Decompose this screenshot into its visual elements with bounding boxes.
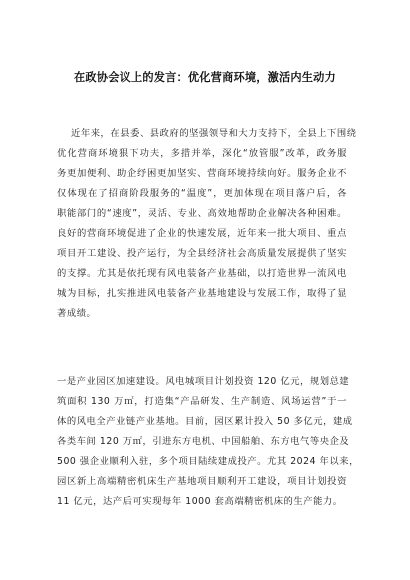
paragraph-line: 务更加便利、助企纾困更加坚实、营商环境持续向好。服务企业不 <box>57 168 347 179</box>
paragraph-line: 一是产业园区加速建设。风电城项目计划投资 120 亿元，规划总建 <box>57 376 350 387</box>
paragraph-line: 11 亿元，达产后可实现每年 1000 套高端精密机床的生产能力。 <box>57 496 343 507</box>
paragraph-line: 仅体现在了招商阶段服务的“温度”，更加体现在项目落户后，各 <box>57 188 347 199</box>
paragraph-industrial-park <box>57 372 359 512</box>
paragraph-line: 近年来，在县委、县政府的坚强领导和大力支持下，全县上下围绕 <box>57 128 357 139</box>
paragraph-line: 的支撑。尤其是依托现有风电装备产业基础，以打造世界一流风电 <box>57 268 347 279</box>
paragraph-line: 园区新上高端精密机床生产基地项目顺利开工建设，项目计划投资 <box>57 476 347 487</box>
paragraph-line: 筑面积 130 万㎡，打造集“产品研发、生产制造、风场运营”于一 <box>57 396 347 407</box>
paragraph-line: 项目开工建设、投产运行，为全县经济社会高质量发展提供了坚实 <box>57 248 347 259</box>
document-title: 在政协会议上的发言：优化营商环境，激活内生动力 <box>74 71 336 84</box>
paragraph-line: 优化营商环境狠下功夫，多措并举，深化“放管服”改革，政务服 <box>57 148 347 159</box>
paragraph-line: 职能部门的“速度”，灵活、专业、高效地帮助企业解决各种困难。 <box>57 208 347 219</box>
paragraph-line: 良好的营商环境促进了企业的快速发展，近年来一批大项目、重点 <box>57 228 347 239</box>
paragraph-line: 著成绩。 <box>57 308 97 319</box>
paragraph-line: 500 强企业顺利入驻，多个项目陆续建成投产。尤其 2024 年以来， <box>57 456 359 467</box>
paragraph-intro <box>57 124 357 324</box>
paragraph-line: 各类车间 120 万㎡，引进东方电机、中国船舶、东方电气等央企及 <box>57 436 350 447</box>
paragraph-line: 城为目标，扎实推进风电装备产业基地建设与发展工作，取得了显 <box>57 288 347 299</box>
paragraph-line: 体的风电全产业链产业基地。目前，园区累计投入 50 多亿元，建成 <box>57 416 353 427</box>
